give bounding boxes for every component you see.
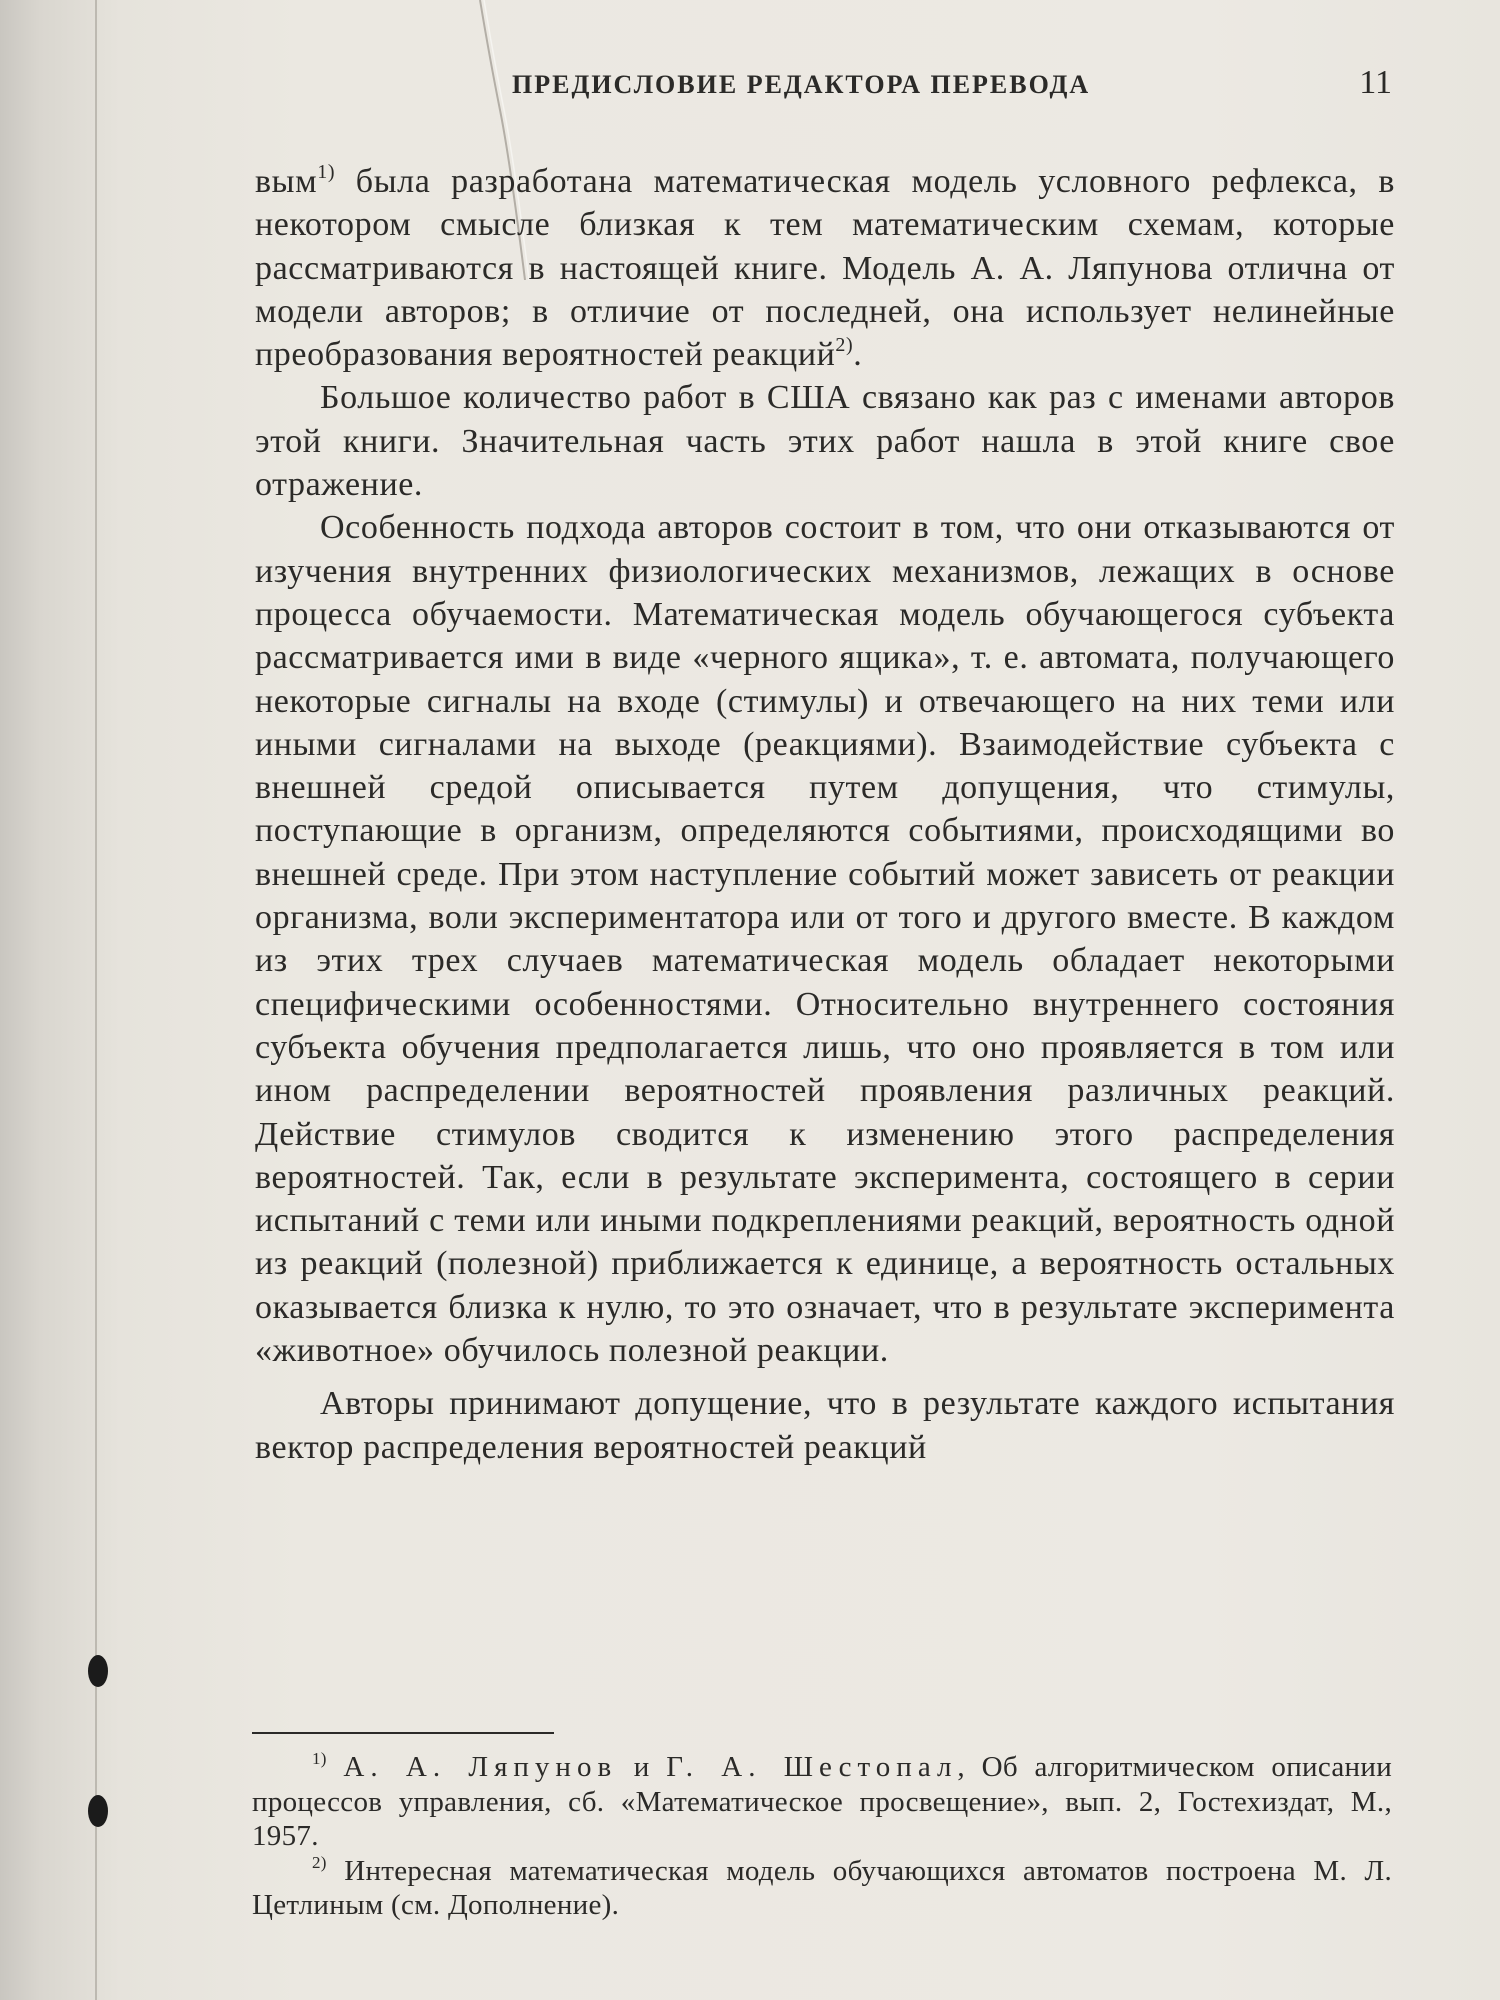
binding-gutter	[95, 0, 97, 2000]
binding-hole	[88, 1655, 108, 1687]
footnote-separator	[252, 1732, 554, 1734]
footnote-1-author-1: А. А. Ляпунов	[343, 1751, 618, 1783]
paragraph-2: Большое количество работ в США связано как раз с именами авторов этой книги. Значительная часть этих работ нашла в этой книге свое отражение.	[255, 379, 1395, 504]
paragraph-1-tail: .	[853, 336, 863, 374]
footnote-1	[252, 1750, 1392, 1854]
footnote-2-text: Интересная математическая модель обучающихся автоматов построена М. Л. Цетлиным (см. Дополнение).	[252, 1854, 1392, 1921]
footnote-1-text: , Об алгоритмическом описании процессов управления, сб. «Математическое просвещение», вып. 2, Гостехиздат, М., 1957.	[252, 1751, 1393, 1852]
footnote-ref-1: 1)	[317, 161, 336, 183]
paragraph-3: Особенность подхода авторов состоит в том, что они отказываются от изучения внутренних физиологических механизмов, лежащих в основе процесса обучаемости. Математическая модель обучающегося субъекта рассматривается ими в виде «черного ящика», т. е. автомата, получающего некоторые сигналы на входе (стимулы) и отвечающего на них теми или иными сигналами на выходе (реакциями). Взаимодействие субъекта с внешней средой описывается путем допущения, что стимулы, поступающие в организм, определяются событиями, происходящими во внешней среде. При этом наступление событий может зависеть от реакции организма, воли экспериментатора или от того и другого вместе. В каждом из этих трех случаев математическая модель обладает некоторыми специфическими особенностями. Относительно внутреннего состояния субъекта обучения предполагается лишь, что оно проявляется в том или ином распределении вероятностей проявления различных реакций. Действие стимулов сводится к изменению этого распределения вероятностей. Так, если в результате эксперимента, состоящего в серии испытаний с теми или иными подкреплениями реакций, вероятность одной из реакций (полезной) приближается к единице, а вероятность остальных оказывается близка к нулю, то это означает, что в результате эксперимента «животное» обучилось полезной реакции.	[255, 509, 1395, 1370]
main-text	[255, 160, 1395, 1469]
paragraph-1-prefix: вым	[255, 163, 318, 200]
page-number: 11	[1359, 64, 1392, 101]
footnote-2	[252, 1854, 1392, 1923]
paragraph-1-text: была разработана математическая модель условного рефлекса, в некотором смысле близкая к тем математическим схемам, которые рассматриваются в настоящей книге. Модель А. А. Ляпунова отлична от модели авторов; в отличие от последней, она использует нелинейные преобразования вероятностей реакций	[255, 163, 1395, 374]
binding-hole	[88, 1795, 108, 1827]
page-header	[512, 64, 1392, 110]
paragraph-1	[255, 160, 1395, 376]
footnote-1-conj: и	[617, 1751, 667, 1783]
footnote-1-mark: 1)	[312, 1749, 327, 1768]
paragraph-4: Авторы принимают допущение, что в результате каждого испытания вектор распределения вероятностей реакций	[255, 1385, 1395, 1466]
footnote-2-mark: 2)	[312, 1852, 327, 1872]
footnote-ref-2: 2)	[835, 334, 854, 357]
footnote-1-author-2: Г. А. Шестопал	[666, 1751, 958, 1783]
running-title: ПРЕДИСЛОВИЕ РЕДАКТОРА ПЕРЕВОДА	[512, 70, 1091, 99]
footnotes	[252, 1750, 1392, 1923]
